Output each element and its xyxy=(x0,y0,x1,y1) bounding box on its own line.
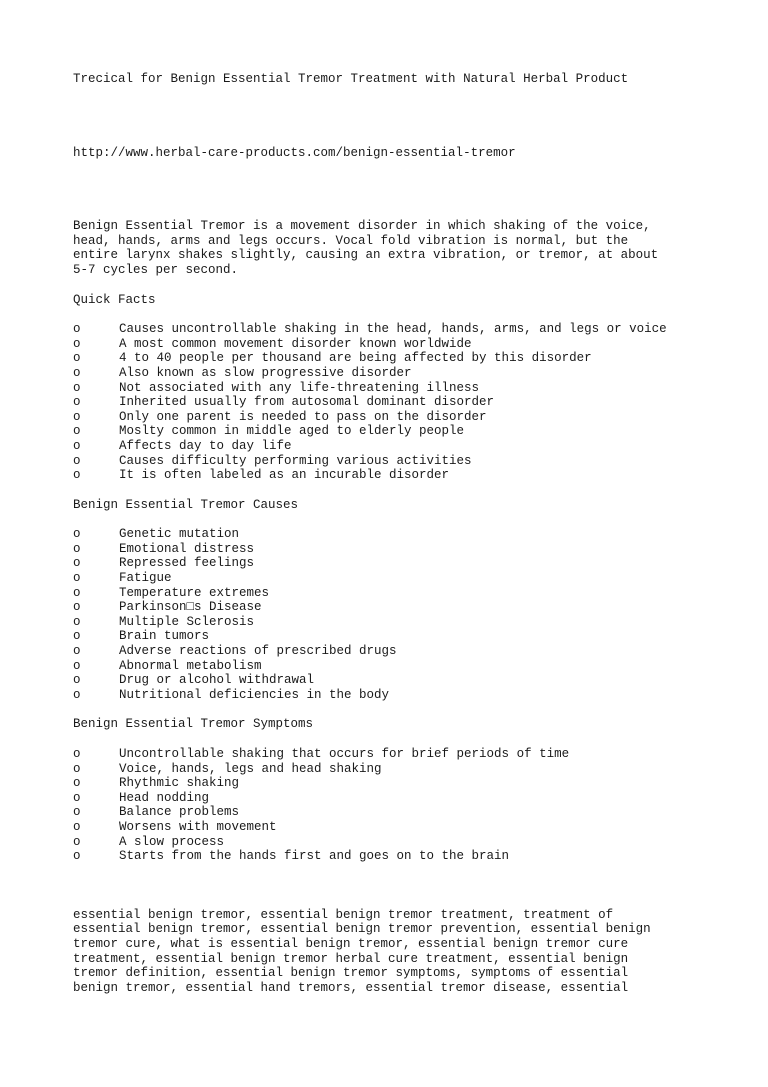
list-item xyxy=(73,351,713,366)
list-item-text: Temperature extremes xyxy=(119,585,270,600)
bullet-marker: o xyxy=(73,600,81,615)
list-item xyxy=(73,439,713,454)
list-item-text: Fatigue xyxy=(119,571,172,586)
list-item-text: Only one parent is needed to pass on the disorder xyxy=(119,409,487,424)
bullet-marker: o xyxy=(73,776,81,791)
bullet-marker: o xyxy=(73,849,81,864)
section-heading: Quick Facts xyxy=(73,292,156,307)
list-item-text: Uncontrollable shaking that occurs for brief periods of time xyxy=(119,747,570,761)
bullet-marker: o xyxy=(73,527,81,542)
keyword-line: essential benign tremor, essential benign tremor treatment, treatment of xyxy=(73,907,614,922)
list-item-text: Parkinson□s Disease xyxy=(119,600,262,615)
intro-line: head, hands, arms and legs occurs. Vocal fold vibration is normal, but the xyxy=(73,233,629,248)
list-item xyxy=(73,747,713,762)
list-item-text: Nutritional deficiencies in the body xyxy=(119,687,390,702)
bullet-marker: o xyxy=(73,468,81,483)
list-item-text: Brain tumors xyxy=(119,629,210,644)
bullet-marker: o xyxy=(73,761,81,776)
bullet-marker: o xyxy=(73,673,81,688)
list-item xyxy=(73,366,713,381)
keyword-line: tremor cure, what is essential benign tremor, essential benign tremor cure xyxy=(73,936,629,951)
list-item xyxy=(73,542,713,557)
list-item xyxy=(73,454,713,469)
list-item-text: Head nodding xyxy=(119,790,210,805)
list-item-text: It is often labeled as an incurable disorder xyxy=(119,468,450,483)
keyword-line: benign tremor, essential hand tremors, essential tremor disease, essential xyxy=(73,980,629,995)
list-item xyxy=(73,644,713,659)
intro-line: entire larynx shakes slightly, causing an extra vibration, or tremor, at about xyxy=(73,248,659,263)
list-item-text: Abnormal metabolism xyxy=(119,658,262,673)
list-item-text: Also known as slow progressive disorder xyxy=(119,365,412,380)
list-item xyxy=(73,791,713,806)
list-item-text: Genetic mutation xyxy=(119,527,240,542)
keyword-line: treatment, essential benign tremor herbal cure treatment, essential benign xyxy=(73,951,629,966)
bullet-marker: o xyxy=(73,438,81,453)
list-item-text: Repressed feelings xyxy=(119,556,255,571)
bullet-marker: o xyxy=(73,556,81,571)
list-item xyxy=(73,615,713,630)
list-item xyxy=(73,673,713,688)
bullet-marker: o xyxy=(73,424,81,439)
list-item-text: A slow process xyxy=(119,834,225,849)
list-item xyxy=(73,659,713,674)
list-item xyxy=(73,586,713,601)
bullet-marker: o xyxy=(73,541,81,556)
bullet-marker: o xyxy=(73,453,81,468)
list-item-text: Not associated with any life-threatening illness xyxy=(119,380,480,395)
list-item xyxy=(73,556,713,571)
list-item-text: Causes difficulty performing various activities xyxy=(119,453,472,468)
list-item xyxy=(73,527,713,542)
list-item-text: Multiple Sclerosis xyxy=(119,614,255,629)
bullet-marker: o xyxy=(73,336,81,351)
list-item-text: A most common movement disorder known worldwide xyxy=(119,336,472,351)
list-item xyxy=(73,468,713,483)
bullet-marker: o xyxy=(73,380,81,395)
list-item-text: Affects day to day life xyxy=(119,438,292,453)
bullet-marker: o xyxy=(73,747,81,761)
section-heading: Benign Essential Tremor Causes xyxy=(73,497,299,512)
list-item xyxy=(73,805,713,820)
list-item-text: Inherited usually from autosomal dominant disorder xyxy=(119,395,495,410)
list-item-text: Drug or alcohol withdrawal xyxy=(119,673,315,688)
list-item-text: Moslty common in middle aged to elderly people xyxy=(119,424,465,439)
product-url: http://www.herbal-care-products.com/benign-essential-tremor xyxy=(73,145,516,160)
bullet-marker: o xyxy=(73,585,81,600)
document-title: Trecical for Benign Essential Tremor Treatment with Natural Herbal Product xyxy=(73,72,629,86)
list-item-text: Adverse reactions of prescribed drugs xyxy=(119,644,397,659)
bullet-marker: o xyxy=(73,687,81,702)
keywords-paragraph xyxy=(73,908,713,996)
bullet-list xyxy=(73,527,713,702)
bullet-marker: o xyxy=(73,644,81,659)
bullet-marker: o xyxy=(73,365,81,380)
list-item xyxy=(73,849,713,864)
list-item xyxy=(73,762,713,777)
list-item xyxy=(73,322,713,337)
bullet-marker: o xyxy=(73,322,81,337)
list-item-text: Balance problems xyxy=(119,805,240,820)
list-item xyxy=(73,820,713,835)
bullet-marker: o xyxy=(73,790,81,805)
list-item xyxy=(73,571,713,586)
list-item xyxy=(73,424,713,439)
section-heading: Benign Essential Tremor Symptoms xyxy=(73,717,314,732)
list-item-text: Voice, hands, legs and head shaking xyxy=(119,761,382,776)
bullet-marker: o xyxy=(73,351,81,366)
bullet-list xyxy=(73,322,713,483)
list-item-text: Worsens with movement xyxy=(119,819,277,834)
list-item-text: Rhythmic shaking xyxy=(119,776,240,791)
list-item-text: Emotional distress xyxy=(119,541,255,556)
bullet-marker: o xyxy=(73,614,81,629)
list-item-text: Causes uncontrollable shaking in the head, hands, arms, and legs or voice xyxy=(119,322,667,337)
document-page xyxy=(73,72,713,995)
list-item-text: 4 to 40 people per thousand are being affected by this disorder xyxy=(119,351,592,366)
bullet-marker: o xyxy=(73,629,81,644)
intro-line: Benign Essential Tremor is a movement disorder in which shaking of the voice, xyxy=(73,219,651,234)
list-item xyxy=(73,688,713,703)
bullet-marker: o xyxy=(73,805,81,820)
keyword-line: tremor definition, essential benign tremor symptoms, symptoms of essential xyxy=(73,966,629,981)
list-item xyxy=(73,410,713,425)
bullet-marker: o xyxy=(73,834,81,849)
bullet-marker: o xyxy=(73,571,81,586)
bullet-marker: o xyxy=(73,658,81,673)
bullet-marker: o xyxy=(73,409,81,424)
list-item xyxy=(73,381,713,396)
list-item xyxy=(73,395,713,410)
list-item xyxy=(73,600,713,615)
bullet-list xyxy=(73,747,713,864)
sections-container xyxy=(73,293,713,864)
list-item-text: Starts from the hands first and goes on to the brain xyxy=(119,849,510,864)
list-item xyxy=(73,629,713,644)
bullet-marker: o xyxy=(73,395,81,410)
list-item xyxy=(73,776,713,791)
keyword-line: essential benign tremor, essential benign tremor prevention, essential benign xyxy=(73,922,651,937)
list-item xyxy=(73,337,713,352)
bullet-marker: o xyxy=(73,819,81,834)
list-item xyxy=(73,835,713,850)
intro-line: 5-7 cycles per second. xyxy=(73,262,239,277)
intro-paragraph xyxy=(73,219,713,277)
